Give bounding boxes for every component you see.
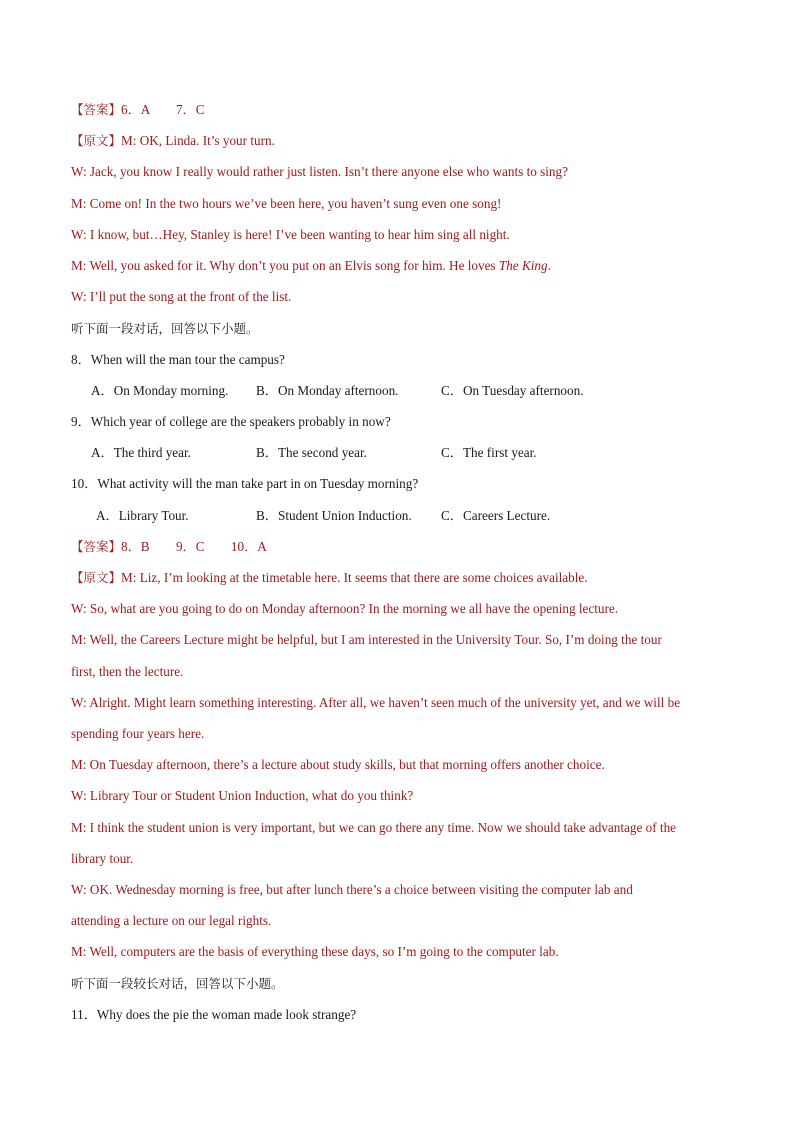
answer-text: 8．B 9．C 10．A xyxy=(121,539,267,554)
answer-tag: 【答案】 xyxy=(71,102,122,117)
transcript-line: W: I’ll put the song at the front of the list. xyxy=(71,289,292,304)
section-instruction: 听下面一段对话，回答以下小题。 xyxy=(71,321,259,336)
transcript-line xyxy=(71,132,275,150)
transcript-line: attending a lecture on our legal rights. xyxy=(71,913,272,928)
answer-tag: 【答案】 xyxy=(71,539,122,554)
transcript-line: W: OK. Wednesday morning is free, but after lunch there’s a choice between visiting the computer lab and xyxy=(71,882,633,897)
transcript-text: M: Well, you asked for it. Why don’t you put on an Elvis song for him. He loves xyxy=(71,258,499,273)
option-b: B．The second year. xyxy=(256,445,367,460)
transcript-line: W: I know, but…Hey, Stanley is here! I’ve been wanting to hear him sing all night. xyxy=(71,227,510,242)
option-b: B．Student Union Induction. xyxy=(256,508,412,523)
option-a: A．The third year. xyxy=(91,445,191,460)
transcript-tag: 【原文】 xyxy=(71,570,122,585)
transcript-italic-title: The King xyxy=(498,258,548,273)
option-c: C．The first year. xyxy=(441,445,537,460)
option-c: C．On Tuesday afternoon. xyxy=(441,383,584,398)
transcript-line: M: I think the student union is very important, but we can go there any time. Now we should take advantage of the xyxy=(71,820,677,835)
answer-text: 6．A 7．C xyxy=(121,102,205,117)
transcript-line: spending four years here. xyxy=(71,726,205,741)
transcript-line: M: On Tuesday afternoon, there’s a lecture about study skills, but that morning offers another choice. xyxy=(71,757,605,772)
transcript-line xyxy=(71,257,551,275)
answer-line-8-10 xyxy=(71,538,267,556)
question-9: 9．Which year of college are the speakers probably in now? xyxy=(71,414,391,429)
transcript-line: W: Alright. Might learn something interesting. After all, we haven’t seen much of the university yet, and we will be xyxy=(71,695,681,710)
transcript-line: W: Library Tour or Student Union Induction, what do you think? xyxy=(71,788,414,803)
option-b: B．On Monday afternoon. xyxy=(256,383,399,398)
transcript-line xyxy=(71,569,588,587)
transcript-line: W: Jack, you know I really would rather just listen. Isn’t there anyone else who wants to sing? xyxy=(71,164,568,179)
question-11: 11．Why does the pie the woman made look strange? xyxy=(71,1007,357,1022)
transcript-tag: 【原文】 xyxy=(71,133,122,148)
question-10: 10．What activity will the man take part in on Tuesday morning? xyxy=(71,476,419,491)
transcript-line: first, then the lecture. xyxy=(71,664,184,679)
option-a: A．On Monday morning. xyxy=(91,383,229,398)
transcript-text: . xyxy=(547,258,551,273)
answer-line-6-7 xyxy=(71,101,205,119)
option-a: A．Library Tour. xyxy=(96,508,189,523)
question-8: 8．When will the man tour the campus? xyxy=(71,352,285,367)
transcript-line: M: Well, computers are the basis of everything these days, so I’m going to the computer lab. xyxy=(71,944,559,959)
transcript-text: M: Liz, I’m looking at the timetable here. It seems that there are some choices available. xyxy=(121,570,588,585)
transcript-line: library tour. xyxy=(71,851,134,866)
transcript-line: W: So, what are you going to do on Monday afternoon? In the morning we all have the opening lecture. xyxy=(71,601,619,616)
option-c: C．Careers Lecture. xyxy=(441,508,551,523)
transcript-line: M: Well, the Careers Lecture might be helpful, but I am interested in the University Tour. So, I’m doing the tour xyxy=(71,632,662,647)
transcript-text: M: OK, Linda. It’s your turn. xyxy=(121,133,275,148)
section-instruction: 听下面一段较长对话，回答以下小题。 xyxy=(71,976,284,991)
transcript-line: M: Come on! In the two hours we’ve been here, you haven’t sung even one song! xyxy=(71,196,502,211)
